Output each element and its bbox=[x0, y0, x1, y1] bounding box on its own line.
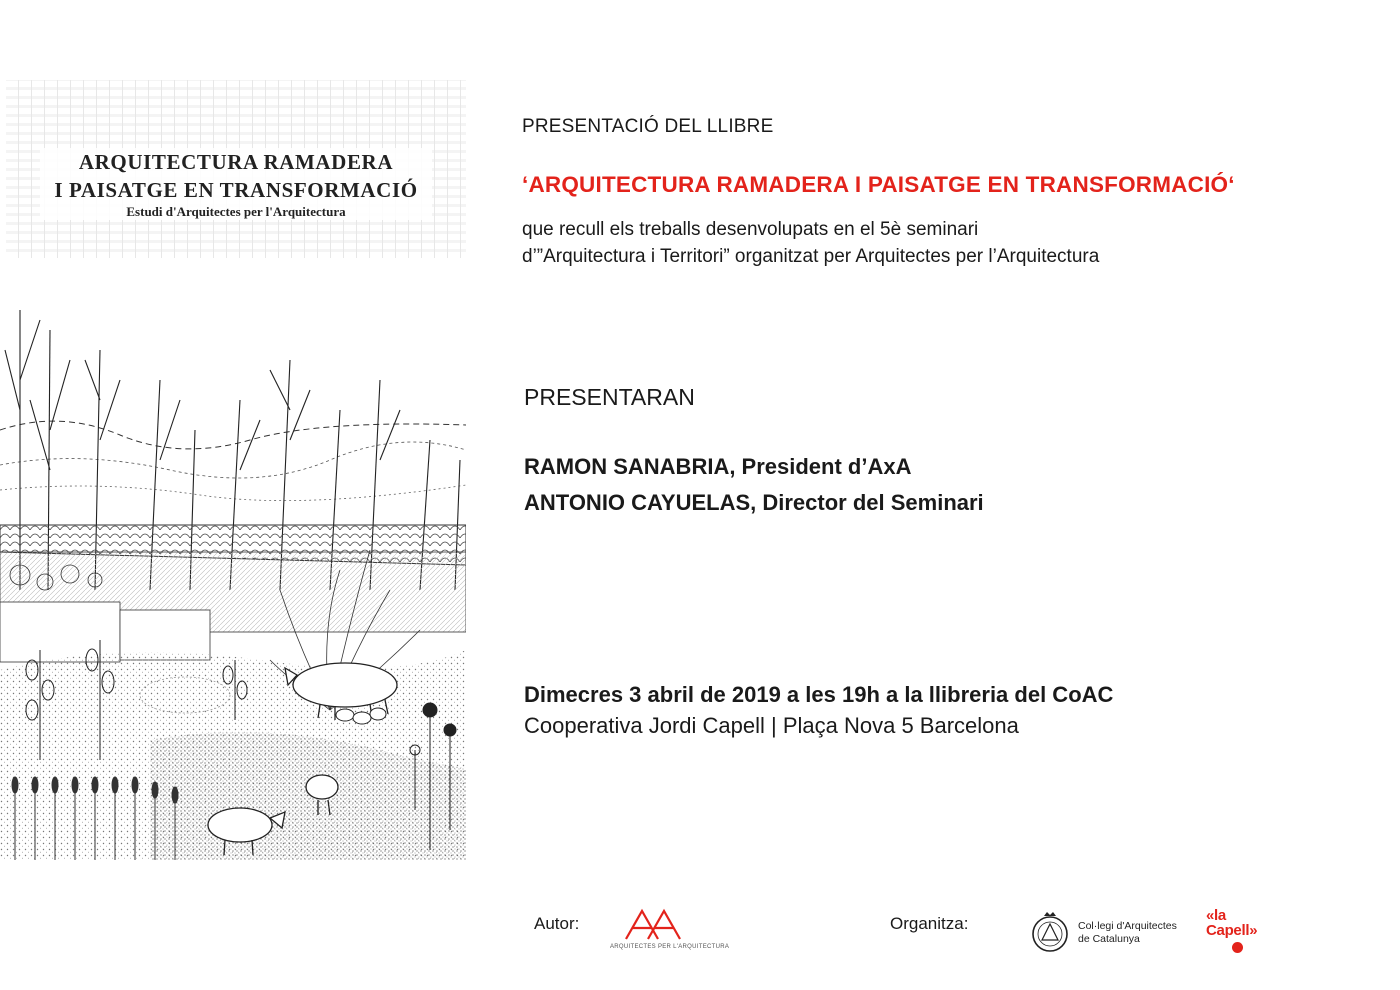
coac-seal-icon bbox=[1030, 910, 1070, 954]
coac-line1: Col·legi d'Arquitectes bbox=[1078, 920, 1177, 932]
cover-title-panel bbox=[6, 80, 466, 258]
event-date: Dimecres 3 abril de 2019 a les 19h a la llibreria del CoAC bbox=[524, 682, 1114, 707]
lacapell-logo bbox=[1206, 908, 1257, 938]
book-title: ‘ARQUITECTURA RAMADERA I PAISATGE EN TRANSFORMACIÓ‘ bbox=[522, 172, 1235, 197]
cover-title-line1: ARQUITECTURA RAMADERA bbox=[78, 150, 394, 174]
description-line1: que recull els treballs desenvolupats en el 5è seminari bbox=[522, 219, 979, 240]
presenters-heading: PRESENTARAN bbox=[524, 384, 695, 410]
event-place: Cooperativa Jordi Capell | Plaça Nova 5 Barcelona bbox=[524, 713, 1019, 738]
axa-logo-subtitle: ARQUITECTES PER L'ARQUITECTURA bbox=[610, 944, 730, 950]
speaker-antonio-cayuelas: ANTONIO CAYUELAS, Director del Seminari bbox=[524, 490, 984, 515]
cover-title bbox=[40, 148, 432, 220]
description-line2: d’”Arquitectura i Territori” organitzat per Arquitectes per l’Arquitectura bbox=[522, 246, 1100, 267]
intro-label: PRESENTACIÓ DEL LLIBRE bbox=[522, 116, 774, 137]
description bbox=[522, 216, 1099, 270]
lacapell-dot-icon bbox=[1232, 942, 1243, 953]
speaker-ramon-sanabria: RAMON SANABRIA, President d’AxA bbox=[524, 454, 912, 479]
lacapell-line1: «la bbox=[1206, 907, 1226, 924]
coac-name bbox=[1078, 920, 1177, 946]
coac-line2: de Catalunya bbox=[1078, 933, 1140, 945]
lacapell-line2: Capell» bbox=[1206, 922, 1258, 939]
author-label: Autor: bbox=[534, 914, 580, 933]
cover-subtitle: Estudi d'Arquitectes per l'Arquitectura bbox=[126, 204, 346, 219]
landscape-illustration bbox=[0, 290, 466, 860]
cover-title-line2: I PAISATGE EN TRANSFORMACIÓ bbox=[54, 178, 418, 202]
organizer-label: Organitza: bbox=[890, 914, 969, 933]
book-cover bbox=[0, 80, 466, 860]
